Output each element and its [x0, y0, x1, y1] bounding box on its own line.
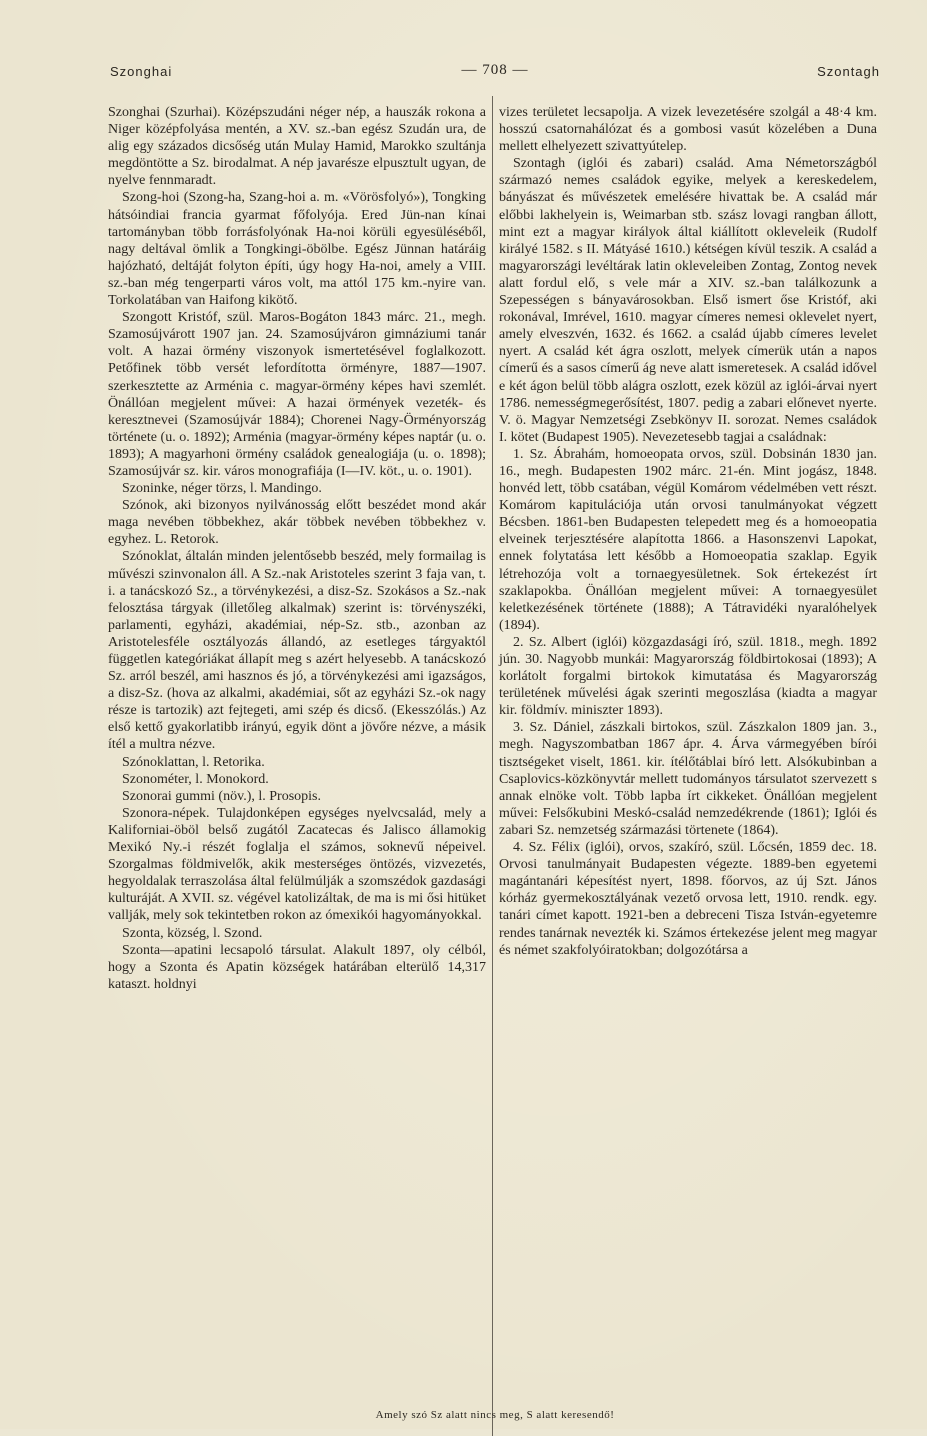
entry-szontagh-daniel: 3. Sz. Dániel, zászkali birtokos, szül. Zászkalon 1809 jan. 3., megh. Nagyszombatban 1867 ápr. 4. Árva vármegyében bírói tisztségeket viselt, 1861. kir. ítélőtáblai bíró lett. Alsókubinban a Csaplovics-közkönyvtár mellett tudományos társulatot szervezett s annak elnöke volt. Több lapba írt cikkeket. Önállóan megjelent művei: Felsőkubini Meskó-család nemzedékrende (1861); Iglói és zabari Sz. nemzetség származási törtenete (1864). [499, 720, 877, 838]
entry-szonora-nepek: Szonora-népek. Tulajdonképen egységes nyelvcsalád, mely a Kaliforniai-öböl belső zugától Zacatecas és Jalisco államokig Mexikó Ny.-i részét foglalja el számos, soknevű népeivel. Szorgalmas földmivelők, akik mesterséges öntözés, vizvezetés, hegyoldalak terraszolása által felülmúlják a szomszédok gazdasági kulturáját. A XVII. sz. végével katolizáltak, de ma is mi ősi hitüket vallják, mely sok tekintetben rokon az ómexikói hagyományokkal. [108, 805, 486, 924]
left-column [108, 104, 486, 993]
running-head-right: Szontagh [817, 64, 880, 79]
column-divider [492, 96, 493, 1436]
entry-szongott: Szongott Kristóf, szül. Maros-Bogáton 1843 márc. 21., megh. Szamosújvárott 1907 jan. 24. Szamosújváron gimnáziumi tanár volt. A hazai örmény viszonyok ismertetésével foglalkozott. Petőfinek több versét lefordította örményre, 1887—1907. szerkesztette az Arménia c. magyar-örmény képes havi szemlét. Önállóan megjelent művei: A hazai örmények vezeték- és keresztnevei (Szamosújvár 1884); Chorenei Nagy-Örményország története (u. o. 1892); Arménia (magyar-örmény képes naptár (u. o. 1893); A magyarhoni örmény családok genealogiája (u. o. 1898); Szamosújvár sz. kir. város monografiája (I—IV. köt., u. o. 1901). [108, 310, 486, 479]
entry-szonometer: Szonométer, l. Monokord. [122, 771, 269, 787]
footer-note: Amely szó Sz alatt nincs meg, S alatt keresendő! [375, 1409, 615, 1421]
right-column [499, 104, 877, 959]
running-head [110, 62, 880, 84]
entry-szoninke: Szoninke, néger törzs, l. Mandingo. [122, 481, 322, 497]
entry-szonta: Szonta, község, l. Szond. [122, 925, 263, 941]
entry-continuation: vizes területet lecsapolja. A vizek levezetésére szolgál a 48·4 km. hosszú csatornahálózat és a gombosi vasút közelében a Duna mellett elhelyezett szivattyútelep. [499, 105, 877, 155]
entry-szonok: Szónok, aki bizonyos nyilvánosság előtt beszédet mond akár maga nevében többekhez, akár többek nevében többekhez v. egyhez. L. Retorok. [108, 498, 486, 548]
page-number: — 708 — [461, 62, 529, 78]
entry-szontagh-abraham: 1. Sz. Ábrahám, homoeopata orvos, szül. Dobsinán 1830 jan. 16., megh. Budapesten 1902 márc. 21-én. Mint jogász, 1848. honvéd lett, több csatában, végül Komárom védelmében vett részt. Komárom kapitulációja után orvosi tanulmányokat végzett Bécsben. 1861-ben Budapesten telepedett meg és a homoeopatia elveinek terjesztésére alapította 1866. a Hasonszenvi Lapokat, ennek folytatása lett később a Homoeopatia szaklap. Egyik létrehozója volt a tornaegyesületnek. Sok értekezést írt szaklapokba. Önállóan megjelent művei: A tornaegyesület keletkezésének története (1888); A Tátravidéki nyaralóhelyek (1894). [499, 446, 877, 633]
entry-szontagh-csalad: Szontagh (iglói és zabari) család. Ama Németországból származó nemes családok egyike, melyek a kereskedelem, bányászat és művészetek emelésére hivattak be. A család már előbbi lakhelyein is, Weimarban stb. szász lovagi rangban állott, mint ezt a magyar királyok által kiállított okleveleik (Rudolf királyé 1582. s II. Mátyásé 1610.) kétségen kívül teszik. A család a magyarországi levéltárak latin okleveleiben Zontag, Zontog nevek alatt fordul elő, s vele már a XIV. sz.-ban találkozunk a Szepességen s bányavárosokban. Első ismert őse Kristóf, aki rokonával, Imrével, 1610. magyar címeres nemesi oklevelet nyert, amely elveszvén, 1632. és 1662. a család újabb címeres levelet nyert. A család két ágra oszlott, melyek címerük után a napos címerű és a sasos címerű ág neve alatt ismeretesek. A család idővel e két ágon belül több alágra oszlott, ezek közül az iglói-árvai nyert 1786. nemességmegerősítést, 1807. pedig a zabari előnevet nyerte. V. ö. Magyar Nemzetségi Zsebkönyv II. sorozat. Nemes családok I. kötet (Budapest 1905). Nevezetesebb tagjai a családnak: [499, 156, 877, 445]
entry-szong-hoi: Szong-hoi (Szong-ha, Szang-hoi a. m. «Vörösfolyó»), Tongking hátsóindiai francia gyarmat főfolyója. Ered Jün-nan kínai tartományban több forrásfolyónak Ha-noi körüli egyesüléséből, nagy deltával ömlik a Tongkingi-öbölbe. Egész Jünnan határáig hajózható, deltáját folyton építi, úgy hogy Ha-noi, amely a VIII. sz.-ban még tengerparti város volt, ma attól 175 km.-nyire van. Torkolatában van Haifong kikötő. [108, 190, 486, 309]
entry-szonta-apatini: Szonta—apatini lecsapoló társulat. Alakult 1897, oly célból, hogy a Szonta és Apatin községek határában elterülő 14,317 kataszt. holdnyi [108, 942, 486, 992]
entry-szonorai-gummi: Szonorai gummi (növ.), l. Prosopis. [122, 788, 321, 804]
entry-szontagh-albert: 2. Sz. Albert (iglói) közgazdasági író, szül. 1818., megh. 1892 jún. 30. Nagyobb munkái: Magyarország földbirtokosai (1893); A korlátolt forgalmi birtokok kimutatása és Magyarország területének művelési ágak szerinti megoszlása (kiadta a magyar kir. földmív. miniszter 1893). [499, 634, 877, 719]
running-head-left: Szonghai [110, 64, 173, 79]
entry-szonoklattan: Szónoklattan, l. Retorika. [122, 754, 265, 770]
entry-szontagh-felix: 4. Sz. Félix (iglói), orvos, szakíró, szül. Lőcsén, 1859 dec. 18. Orvosi tanulmányait Budapesten végezte. 1889-ben egyetemi magántanári képesítést nyert, 1898. főorvos, az új Szt. János kórház gyermekosztályának vezető orvosa lett, 1910. rendk. egy. tanári címet kapott. 1921-ben a debreceni Tisza István-egyetemre rendes tanárnak nevezték ki. Számos értekezése jelent meg magyar és német szakfolyóiratokban; dolgozótársa a [499, 840, 877, 958]
entry-szonoklat: Szónoklat, általán minden jelentősebb beszéd, mely formailag is művészi szinvonalon áll. A Sz.-nak Aristoteles szerint 3 faja van, t. i. a tanácskozó Sz., a törvénykezési, a disz-Sz. Szokásos a Sz.-nak felosztása tárgyak (illetőleg alkalmak) szerint is: törvényszéki, parlamenti, egyházi, akadémiai, nép-Sz. stb., azonban az Aristotelesféle osztályozás állandó, az esetleges tárgyaktól független kategóriákat állapít meg s azért helyesebb. A tanácskozó Sz. arról beszél, ami hasznos és jó, a törvénykezési ami igazságos, a disz-Sz. (hova az alkalmi, akadémiai, sőt az egyházi Sz.-ok nagy része is tartozik) azt fejtegeti, ami szép és dicső. (Ekesszólás.) Az első kettő gyakorlatibb irányú, egyik dönt a jövőre nézve, a másik ítél a multra nézve. [108, 549, 486, 753]
entry-szonghai: Szonghai (Szurhai). Középszudáni néger nép, a hauszák rokona a Niger középfolyása mentén, a XV. sz.-ban egész Szudán ura, de alig egy százados dicsőség után Mulay Hamid, Marokko szultánja megdöntötte a Sz. birodalmat. A nép javarésze elpusztult ugyan, de nyelve fennmaradt. [108, 105, 486, 189]
